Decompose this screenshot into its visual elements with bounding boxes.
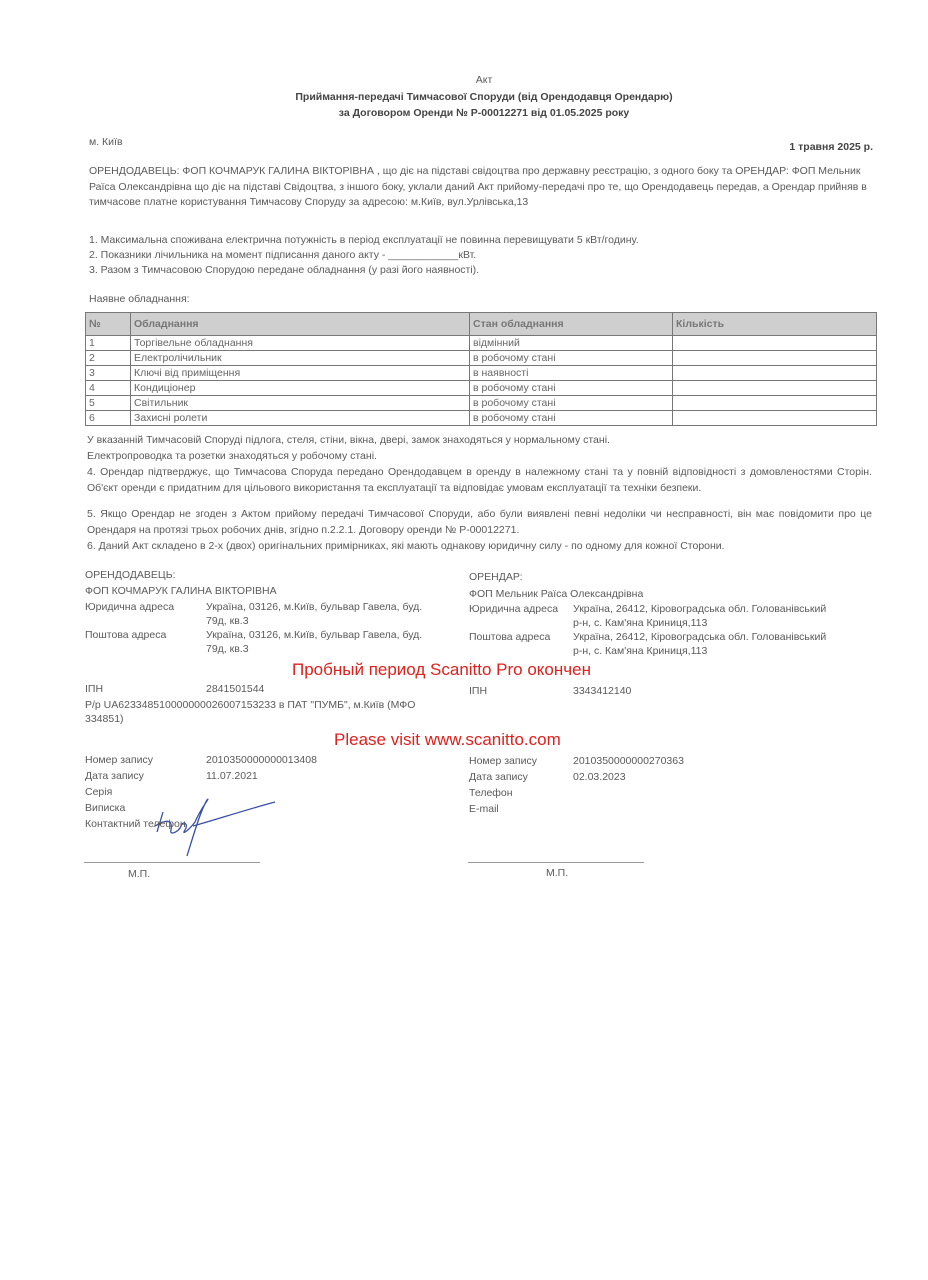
cell-number: 3	[86, 366, 131, 381]
lessor-heading: ОРЕНДОДАВЕЦЬ:	[85, 569, 176, 581]
lessor-postal-label: Поштова адреса	[85, 629, 167, 641]
lessee-postal-address-2: р-н, с. Кам'яна Криниця,113	[573, 645, 708, 657]
column-number: №	[86, 313, 131, 336]
intro-paragraph: ОРЕНДОДАВЕЦЬ: ФОП КОЧМАРУК ГАЛИНА ВІКТОРІВНА , що діє на підставі свідоцтва про державну реєстрацію, з одного боку та ОРЕНДАР: ФОП Мельник Раїса Олександрівна що діє на підставі Свідоцтва, з іншого боку, уклали даний Акт прийому-передачі про те, що Орендодавець передав, а Орендар прийняв в тимчасове платне користування Тимчасову Споруду за адресою: м.Київ, вул.Урлівська,13	[89, 165, 867, 208]
lessor-date: 11.07.2021	[206, 770, 258, 782]
clause-6: 6. Даний Акт складено в 2-х (двох) оригінальних примірниках, які мають однакову юридичну силу - по одному для кожної Сторони.	[87, 540, 725, 552]
lessor-date-label: Дата запису	[85, 770, 144, 782]
watermark-visit-site: Please visit www.scanitto.com	[334, 730, 561, 749]
lessor-legal-label: Юридична адреса	[85, 601, 175, 613]
lessor-postal-address-2: 79д, кв.3	[206, 643, 249, 655]
lessee-postal-address: Україна, 26412, Кіровоградська обл. Голованівський	[573, 631, 827, 643]
cell-number: 5	[86, 396, 131, 411]
cell-quantity	[673, 336, 877, 351]
table-row	[86, 411, 877, 426]
cell-condition: в робочому стані	[470, 351, 673, 366]
lessor-ipn-label: ІПН	[85, 683, 104, 695]
cell-quantity	[673, 411, 877, 426]
clause-5: 5. Якщо Орендар не згоден з Актом прийому передачі Тимчасової Споруди, або були виявлені певні недоліки чи несправності, він має повідомити про це Орендаря на протязі трьох робочих днів, згідно п.2.2.1. Договору оренди № Р-00012271.	[87, 508, 872, 536]
lessee-legal-label: Юридична адреса	[469, 603, 559, 615]
lessee-date: 02.03.2023	[573, 771, 626, 783]
lessor-phone-label: Контактний телефон	[85, 818, 186, 830]
lessee-date-label: Дата запису	[469, 771, 528, 783]
table-header	[86, 313, 877, 336]
cell-number: 4	[86, 381, 131, 396]
lessee-heading: ОРЕНДАР:	[469, 571, 523, 583]
cell-equipment: Захисні ролети	[131, 411, 470, 426]
lessee-ipn: 3343412140	[573, 685, 632, 697]
column-condition: Стан обладнання	[470, 313, 673, 336]
city: м. Київ	[89, 136, 123, 148]
cell-number: 6	[86, 411, 131, 426]
document-date: 1 травня 2025 р.	[789, 141, 873, 153]
lessor-postal-address: Україна, 03126, м.Київ, бульвар Гавела, буд.	[206, 629, 423, 641]
lessee-legal-address: Україна, 26412, Кіровоградська обл. Голованівський	[573, 603, 827, 615]
lessor-legal-address: Україна, 03126, м.Київ, бульвар Гавела, буд.	[206, 601, 423, 613]
lessor-bank-account-2: 334851)	[85, 713, 124, 725]
watermark-trial-ended: Пробный период Scanitto Pro окончен	[292, 660, 591, 679]
lessor-record-label: Номер запису	[85, 754, 153, 766]
lessor-bank-account: Р/р UA623348510000000026007153233 в ПАТ "ПУМБ", м.Київ (МФО	[85, 699, 416, 711]
cell-quantity	[673, 381, 877, 396]
lessor-legal-address-2: 79д, кв.3	[206, 615, 249, 627]
table-row	[86, 366, 877, 381]
lessor-name: ФОП КОЧМАРУК ГАЛИНА ВІКТОРІВНА	[85, 585, 277, 597]
cell-condition: в робочому стані	[470, 396, 673, 411]
lessor-signature-line	[84, 862, 260, 863]
note-structure-condition: У вказанній Тимчасовій Споруді підлога, стеля, стіни, вікна, двері, замок знаходяться у нормальному стані.	[87, 434, 610, 446]
cell-equipment: Світильник	[131, 396, 470, 411]
cell-equipment: Кондиціонер	[131, 381, 470, 396]
cell-condition: в робочому стані	[470, 411, 673, 426]
lessee-ipn-label: ІПН	[469, 685, 488, 697]
cell-equipment: Торгівельне обладнання	[131, 336, 470, 351]
cell-condition: в наявності	[470, 366, 673, 381]
lessor-record: 2010350000000013408	[206, 754, 317, 766]
lessee-record: 2010350000000270363	[573, 755, 684, 767]
lessor-stamp-label: М.П.	[128, 868, 151, 880]
note-wiring-condition: Електропроводка та розетки знаходяться у робочому стані.	[87, 450, 377, 462]
equipment-table	[85, 312, 877, 426]
table-row	[86, 396, 877, 411]
table-row	[86, 381, 877, 396]
clause-4: 4. Орендар підтверджує, що Тимчасова Споруда передано Орендодавцем в оренду в належному стані та у повній відповідності з домовленостями Сторін. Об'єкт оренди є придатним для цільового використання та експлуатації та відповідає умовам експлуатації та техніки безпеки.	[87, 466, 872, 494]
cell-number: 2	[86, 351, 131, 366]
lessor-series-label: Серія	[85, 786, 113, 798]
cell-quantity	[673, 396, 877, 411]
lessee-stamp-label: М.П.	[546, 867, 569, 879]
document-title: Акт	[475, 74, 493, 86]
cell-equipment: Ключі від приміщення	[131, 366, 470, 381]
lessee-postal-label: Поштова адреса	[469, 631, 551, 643]
clause-1: 1. Максимальна споживана електрична потужність в період експлуатації не повинна перевищувати 5 кВт/годину.	[89, 234, 639, 246]
lessee-phone-label: Телефон	[469, 787, 513, 799]
equipment-caption: Наявне обладнання:	[89, 293, 190, 305]
lessee-record-label: Номер запису	[469, 755, 537, 767]
lessee-signature-line	[468, 862, 644, 863]
table-row	[86, 351, 877, 366]
lessee-name: ФОП Мельник Раїса Олександрівна	[469, 588, 644, 600]
clause-2: 2. Показники лічильника на момент підписання даного акту - ____________кВт.	[89, 249, 477, 261]
cell-equipment: Електролічильник	[131, 351, 470, 366]
clause-3: 3. Разом з Тимчасовою Спорудою передане обладнання (у разі його наявності).	[89, 264, 480, 276]
lessee-legal-address-2: р-н, с. Кам'яна Криниця,113	[573, 617, 708, 629]
contract-reference: за Договором Оренди № Р-00012271 від 01.05.2025 року	[338, 107, 630, 119]
cell-condition: в робочому стані	[470, 381, 673, 396]
column-quantity: Кількість	[673, 313, 877, 336]
column-equipment: Обладнання	[131, 313, 470, 336]
cell-quantity	[673, 366, 877, 381]
lessor-extract-label: Виписка	[85, 802, 126, 814]
cell-condition: відмінний	[470, 336, 673, 351]
lessor-ipn: 2841501544	[206, 683, 265, 695]
document-subtitle: Приймання-передачі Тимчасової Споруди (від Орендодавця Орендарю)	[295, 91, 673, 103]
table-row	[86, 336, 877, 351]
cell-number: 1	[86, 336, 131, 351]
cell-quantity	[673, 351, 877, 366]
lessee-email-label: E-mail	[469, 803, 499, 815]
